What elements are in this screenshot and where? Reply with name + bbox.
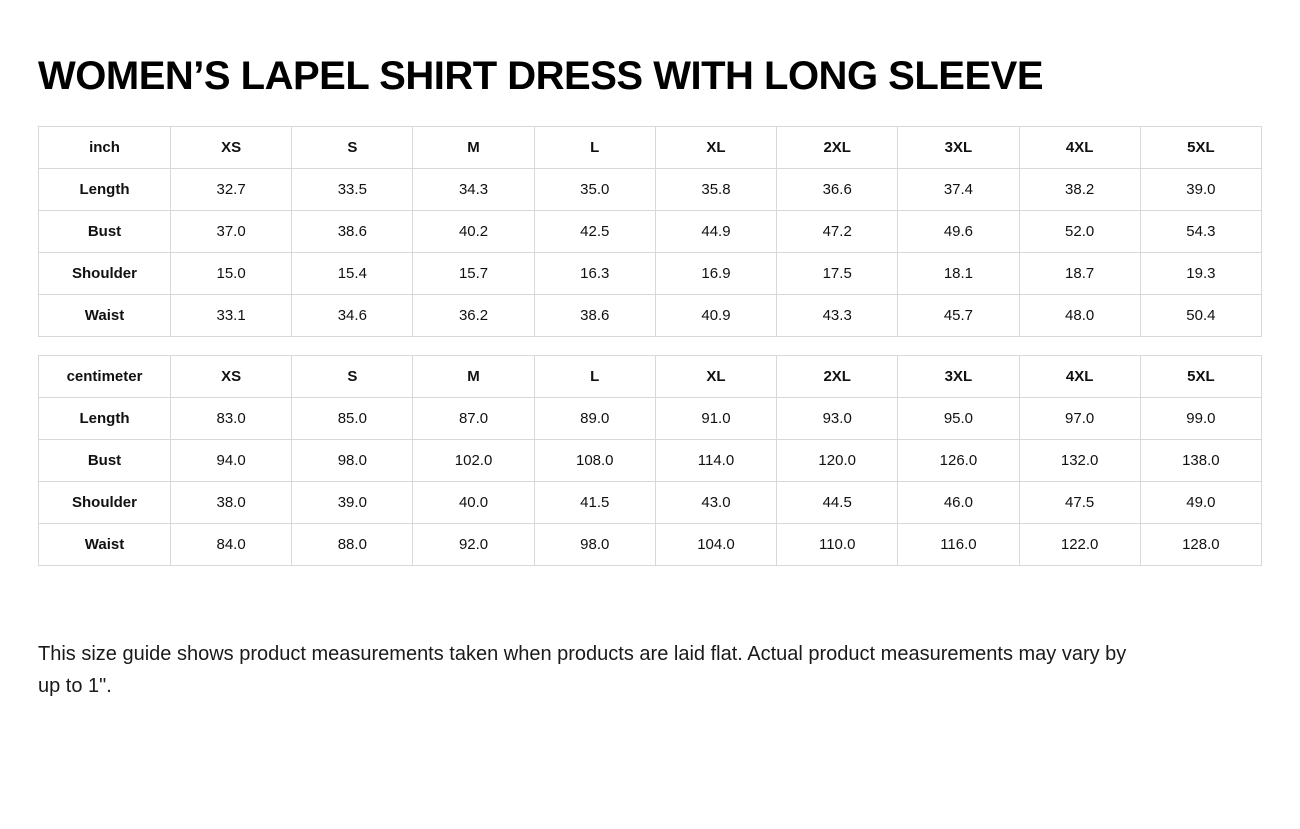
- row-label-shoulder: Shoulder: [39, 253, 171, 295]
- cell-bust-xl: 44.9: [655, 211, 776, 253]
- cell-length-s: 85.0: [292, 398, 413, 440]
- row-label-length: Length: [39, 398, 171, 440]
- size-header-xs: XS: [171, 356, 292, 398]
- cell-shoulder-xs: 38.0: [171, 482, 292, 524]
- cell-waist-3xl: 116.0: [898, 524, 1019, 566]
- cell-bust-s: 98.0: [292, 440, 413, 482]
- cell-waist-l: 98.0: [534, 524, 655, 566]
- cell-bust-2xl: 120.0: [777, 440, 898, 482]
- cell-shoulder-2xl: 44.5: [777, 482, 898, 524]
- cell-length-4xl: 38.2: [1019, 169, 1140, 211]
- cell-shoulder-5xl: 49.0: [1140, 482, 1261, 524]
- cell-waist-5xl: 50.4: [1140, 295, 1261, 337]
- cell-waist-4xl: 122.0: [1019, 524, 1140, 566]
- size-header-m: M: [413, 127, 534, 169]
- cell-length-3xl: 95.0: [898, 398, 1019, 440]
- cell-length-2xl: 93.0: [777, 398, 898, 440]
- unit-label-inch: inch: [39, 127, 171, 169]
- cell-bust-l: 42.5: [534, 211, 655, 253]
- cell-waist-xs: 33.1: [171, 295, 292, 337]
- cell-bust-xs: 37.0: [171, 211, 292, 253]
- row-label-shoulder: Shoulder: [39, 482, 171, 524]
- cell-waist-s: 88.0: [292, 524, 413, 566]
- size-header-s: S: [292, 356, 413, 398]
- size-table-inch-block: [38, 126, 1262, 337]
- cell-waist-5xl: 128.0: [1140, 524, 1261, 566]
- cell-length-xl: 35.8: [655, 169, 776, 211]
- cell-shoulder-2xl: 17.5: [777, 253, 898, 295]
- cell-length-m: 34.3: [413, 169, 534, 211]
- cell-shoulder-s: 39.0: [292, 482, 413, 524]
- cell-shoulder-l: 16.3: [534, 253, 655, 295]
- cell-shoulder-xs: 15.0: [171, 253, 292, 295]
- cell-bust-5xl: 54.3: [1140, 211, 1261, 253]
- row-label-waist: Waist: [39, 524, 171, 566]
- cell-shoulder-xl: 16.9: [655, 253, 776, 295]
- size-table-centimeter: [38, 355, 1262, 566]
- cell-waist-l: 38.6: [534, 295, 655, 337]
- cell-bust-m: 40.2: [413, 211, 534, 253]
- cell-bust-s: 38.6: [292, 211, 413, 253]
- cell-length-xl: 91.0: [655, 398, 776, 440]
- table-row: [39, 295, 1262, 337]
- cell-length-xs: 32.7: [171, 169, 292, 211]
- cell-shoulder-m: 40.0: [413, 482, 534, 524]
- cell-length-3xl: 37.4: [898, 169, 1019, 211]
- cell-length-s: 33.5: [292, 169, 413, 211]
- table-row: [39, 398, 1262, 440]
- size-header-l: L: [534, 127, 655, 169]
- cell-bust-3xl: 126.0: [898, 440, 1019, 482]
- size-header-5xl: 5XL: [1140, 127, 1261, 169]
- cell-waist-xl: 104.0: [655, 524, 776, 566]
- table-row: [39, 211, 1262, 253]
- cell-length-5xl: 39.0: [1140, 169, 1261, 211]
- unit-label-centimeter: centimeter: [39, 356, 171, 398]
- cell-length-2xl: 36.6: [777, 169, 898, 211]
- table-header-row: [39, 127, 1262, 169]
- cell-length-5xl: 99.0: [1140, 398, 1261, 440]
- cell-length-xs: 83.0: [171, 398, 292, 440]
- cell-shoulder-3xl: 46.0: [898, 482, 1019, 524]
- size-header-s: S: [292, 127, 413, 169]
- size-header-3xl: 3XL: [898, 127, 1019, 169]
- cell-length-m: 87.0: [413, 398, 534, 440]
- cell-bust-4xl: 52.0: [1019, 211, 1140, 253]
- size-header-xl: XL: [655, 127, 776, 169]
- cell-shoulder-l: 41.5: [534, 482, 655, 524]
- size-table-centimeter-block: [38, 355, 1262, 566]
- cell-bust-xl: 114.0: [655, 440, 776, 482]
- cell-length-4xl: 97.0: [1019, 398, 1140, 440]
- table-header-row: [39, 356, 1262, 398]
- cell-shoulder-4xl: 47.5: [1019, 482, 1140, 524]
- cell-bust-m: 102.0: [413, 440, 534, 482]
- cell-waist-2xl: 110.0: [777, 524, 898, 566]
- table-row: [39, 253, 1262, 295]
- cell-bust-l: 108.0: [534, 440, 655, 482]
- cell-bust-xs: 94.0: [171, 440, 292, 482]
- size-header-xs: XS: [171, 127, 292, 169]
- size-header-4xl: 4XL: [1019, 356, 1140, 398]
- cell-waist-s: 34.6: [292, 295, 413, 337]
- table-row: [39, 440, 1262, 482]
- row-label-length: Length: [39, 169, 171, 211]
- cell-waist-xs: 84.0: [171, 524, 292, 566]
- page-title: WOMEN’S LAPEL SHIRT DRESS WITH LONG SLEEVE: [38, 54, 1043, 98]
- cell-waist-3xl: 45.7: [898, 295, 1019, 337]
- cell-shoulder-xl: 43.0: [655, 482, 776, 524]
- size-header-3xl: 3XL: [898, 356, 1019, 398]
- cell-shoulder-s: 15.4: [292, 253, 413, 295]
- size-guide-note: This size guide shows product measurements taken when products are laid flat. Actual product measurements may vary by up to 1".: [38, 643, 1127, 697]
- cell-bust-3xl: 49.6: [898, 211, 1019, 253]
- cell-waist-4xl: 48.0: [1019, 295, 1140, 337]
- size-header-m: M: [413, 356, 534, 398]
- cell-waist-xl: 40.9: [655, 295, 776, 337]
- table-row: [39, 169, 1262, 211]
- size-header-l: L: [534, 356, 655, 398]
- cell-shoulder-m: 15.7: [413, 253, 534, 295]
- cell-length-l: 35.0: [534, 169, 655, 211]
- table-row: [39, 482, 1262, 524]
- row-label-waist: Waist: [39, 295, 171, 337]
- cell-bust-2xl: 47.2: [777, 211, 898, 253]
- size-table-inch: [38, 126, 1262, 337]
- size-header-4xl: 4XL: [1019, 127, 1140, 169]
- cell-waist-m: 92.0: [413, 524, 534, 566]
- cell-bust-4xl: 132.0: [1019, 440, 1140, 482]
- row-label-bust: Bust: [39, 211, 171, 253]
- cell-length-l: 89.0: [534, 398, 655, 440]
- size-header-2xl: 2XL: [777, 127, 898, 169]
- cell-shoulder-4xl: 18.7: [1019, 253, 1140, 295]
- size-header-xl: XL: [655, 356, 776, 398]
- cell-waist-m: 36.2: [413, 295, 534, 337]
- size-header-5xl: 5XL: [1140, 356, 1261, 398]
- cell-shoulder-3xl: 18.1: [898, 253, 1019, 295]
- cell-shoulder-5xl: 19.3: [1140, 253, 1261, 295]
- row-label-bust: Bust: [39, 440, 171, 482]
- cell-bust-5xl: 138.0: [1140, 440, 1261, 482]
- size-header-2xl: 2XL: [777, 356, 898, 398]
- cell-waist-2xl: 43.3: [777, 295, 898, 337]
- table-row: [39, 524, 1262, 566]
